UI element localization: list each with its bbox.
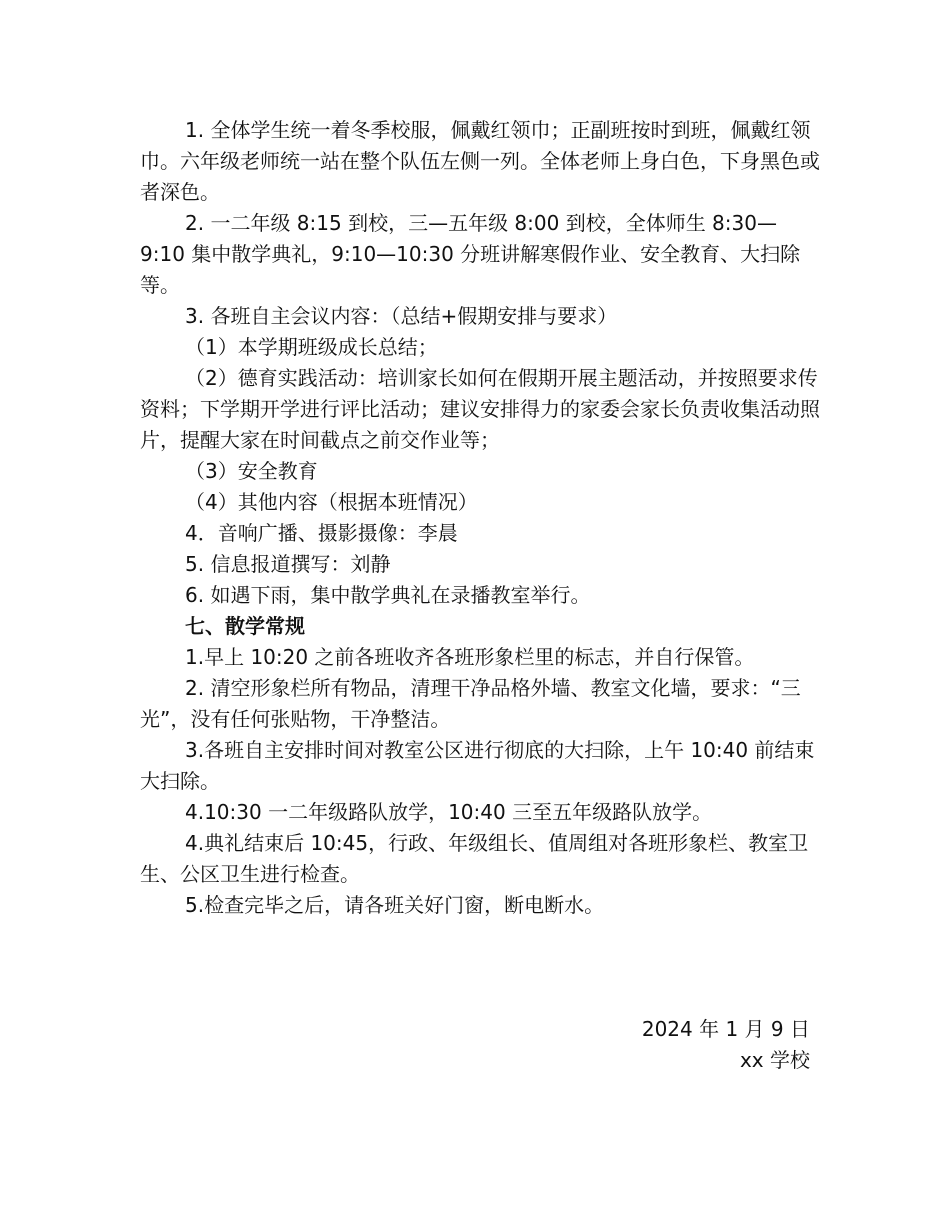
rule-4: 4.10:30 一二年级路队放学，10:40 三至五年级路队放学。 (185, 800, 713, 824)
signature-block (642, 1014, 810, 1076)
paragraph-item-2: （2）德育实践活动：培训家长如何在假期开展主题活动，并按照要求传资料；下学期开学进行评比活动；建议安排得力的家委会家长负责收集活动照片，提醒大家在时间截点之前交作业等； (140, 366, 820, 452)
paragraph-news-report: 5. 信息报道撰写：刘静 (185, 552, 391, 576)
signature-date: 2024 年 1 月 9 日 (641, 1017, 810, 1041)
paragraph-class-meeting: 3. 各班自主会议内容：（总结+假期安排与要求） (185, 304, 618, 328)
signature-school: xx 学校 (739, 1048, 810, 1072)
paragraph-audio-photo: 4．音响广播、摄影摄像：李晨 (185, 521, 458, 545)
rule-1: 1.早上 10:20 之前各班收齐各班形象栏里的标志，并自行保管。 (185, 645, 755, 669)
paragraph-rain-plan: 6. 如遇下雨，集中散学典礼在录播教室举行。 (185, 583, 591, 607)
section-heading: 七、散学常规 (185, 614, 305, 638)
rule-2: 2. 清空形象栏所有物品，清理干净品格外墙、教室文化墙，要求：“三光”，没有任何张贴物，干净整洁。 (140, 676, 801, 731)
paragraph-item-1: （1）本学期班级成长总结； (185, 335, 438, 359)
rule-6: 5.检查完毕之后，请各班关好门窗，断电断水。 (185, 893, 605, 917)
paragraph-item-4: （4）其他内容（根据本班情况） (185, 490, 478, 514)
paragraph-schedule: 2. 一二年级 8:15 到校，三—五年级 8:00 到校，全体师生 8:30—9:10 集中散学典礼，9:10—10:30 分班讲解寒假作业、安全教育、大扫除等。 (140, 211, 801, 297)
paragraph-dress-code: 1. 全体学生统一着冬季校服，佩戴红领巾；正副班按时到班，佩戴红领巾。六年级老师统一站在整个队伍左侧一列。全体老师上身白色，下身黑色或者深色。 (140, 118, 820, 204)
rule-5: 4.典礼结束后 10:45，行政、年级组长、值周组对各班形象栏、教室卫生、公区卫生进行检查。 (140, 831, 809, 886)
document-body (140, 115, 820, 921)
paragraph-item-3: （3）安全教育 (185, 459, 318, 483)
rule-3: 3.各班自主安排时间对教室公区进行彻底的大扫除，上午 10:40 前结束大扫除。 (140, 738, 815, 793)
